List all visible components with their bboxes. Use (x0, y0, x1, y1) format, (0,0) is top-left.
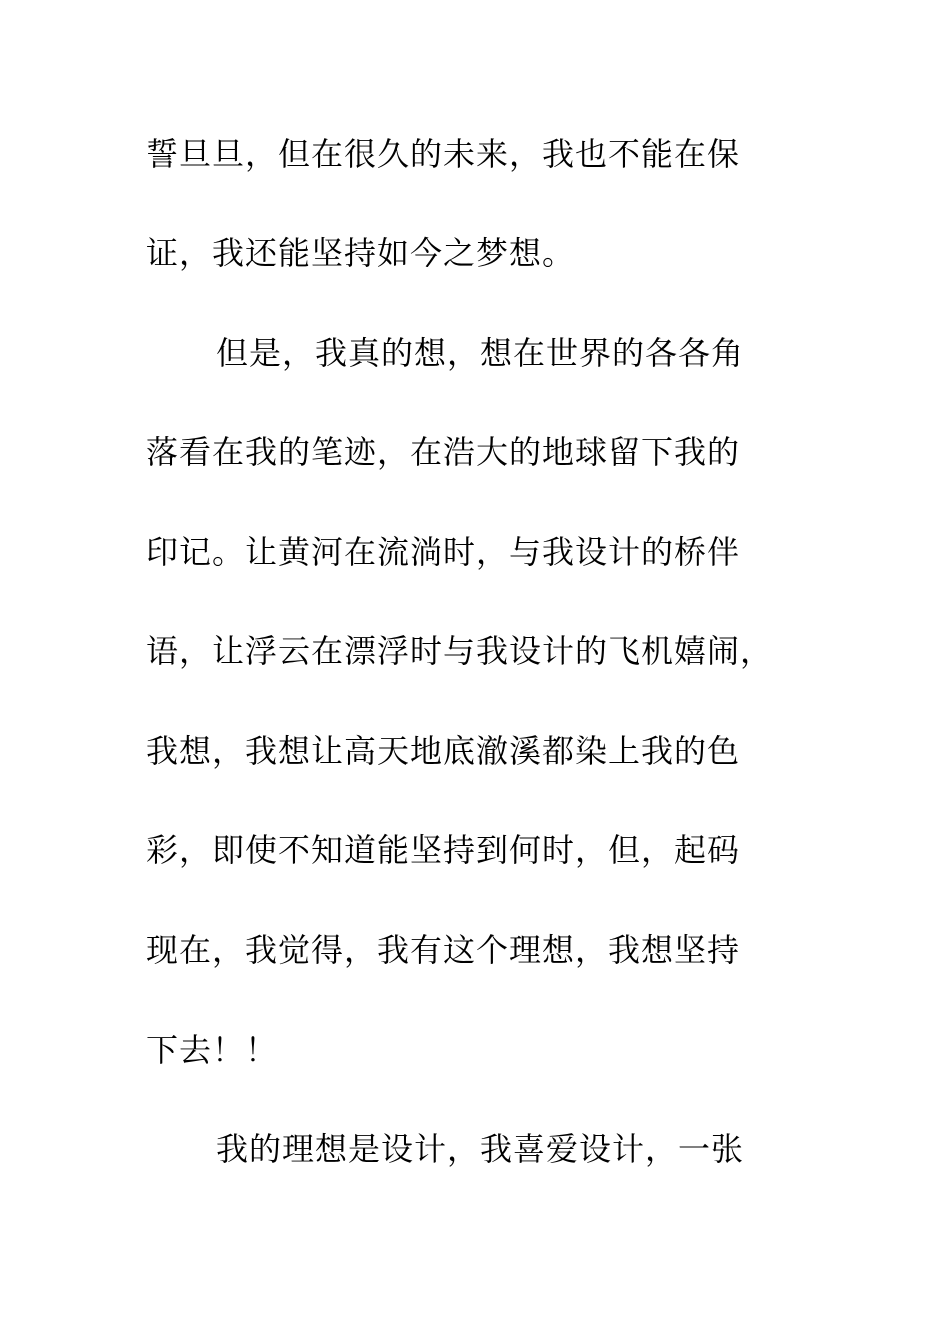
text-line: 语，让浮云在漂浮时与我设计的飞机嬉闹， (146, 632, 774, 670)
text-line: 下去！！ (146, 1031, 279, 1069)
text-line: 证，我还能坚持如今之梦想。 (146, 234, 576, 272)
text-line: 印记。让黄河在流淌时，与我设计的桥伴 (146, 533, 741, 571)
paragraph-first-line: 我的理想是设计，我喜爱设计，一张 (216, 1130, 745, 1168)
text-line: 彩，即使不知道能坚持到何时，但，起码 (146, 831, 741, 869)
text-line: 誓旦旦，但在很久的未来，我也不能在保 (146, 135, 741, 173)
text-line: 落看在我的笔迹，在浩大的地球留下我的 (146, 433, 741, 471)
text-line: 我想，我想让高天地底澈溪都染上我的色 (146, 732, 741, 770)
text-line: 现在，我觉得，我有这个理想，我想坚持 (146, 931, 741, 969)
paragraph-first-line: 但是，我真的想，想在世界的各各角 (216, 334, 745, 372)
